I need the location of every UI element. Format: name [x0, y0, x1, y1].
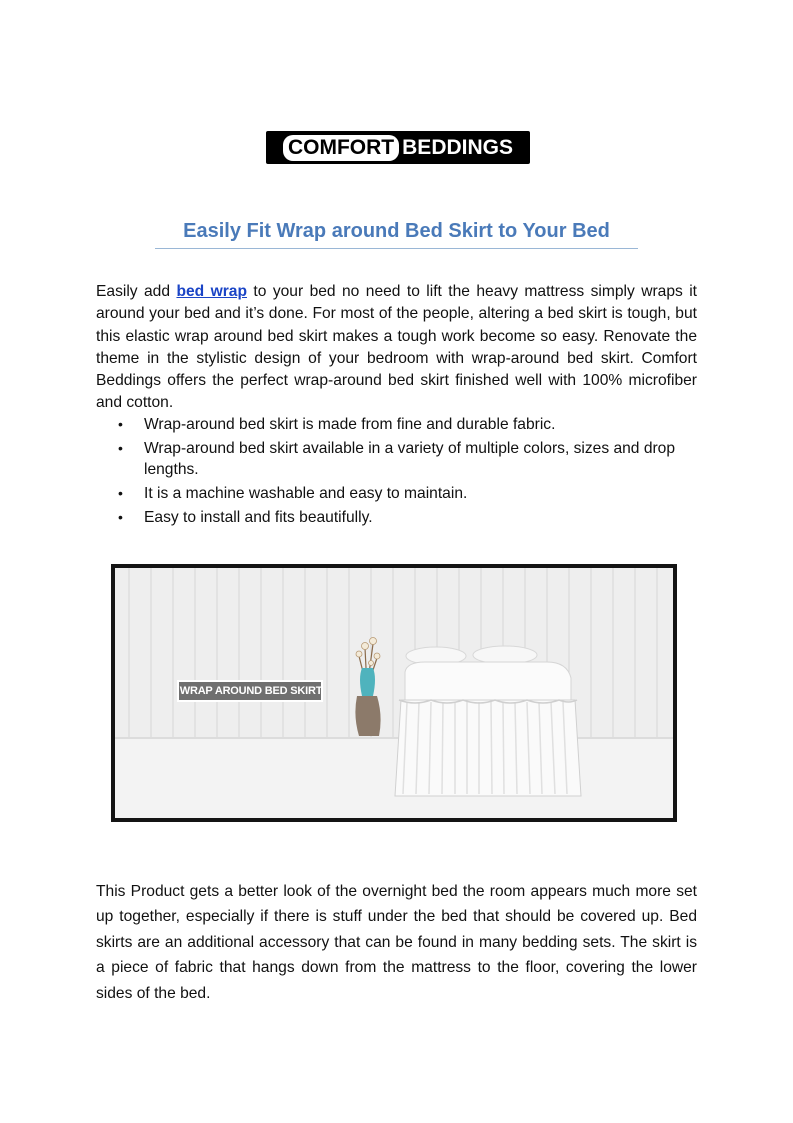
- list-item-text: Wrap-around bed skirt is made from fine and durable fabric.: [144, 416, 556, 433]
- intro-text-start: Easily add: [96, 283, 177, 300]
- bullet-icon: •: [118, 440, 123, 456]
- bullet-icon: •: [118, 416, 123, 432]
- list-item-text: It is a machine washable and easy to maintain.: [144, 485, 468, 502]
- closing-paragraph: This Product gets a better look of the overnight bed the room appears much more set up together, especially if there is stuff under the bed that should be covered up. Bed skirts are an additional accessory that can be found in many bedding sets. The skirt is a piece of fabric that hangs down from the mattress to the floor, covering the lower sides of the bed.: [96, 883, 697, 1002]
- list-item: [96, 483, 697, 504]
- brand-logo: [266, 131, 530, 164]
- page-title: Easily Fit Wrap around Bed Skirt to Your Bed: [155, 214, 638, 249]
- logo-word-comfort: COMFORT: [283, 135, 399, 161]
- bullet-icon: •: [118, 485, 123, 501]
- list-item-text: Easy to install and fits beautifully.: [144, 509, 373, 526]
- product-image: [111, 564, 677, 822]
- intro-paragraph: [96, 281, 697, 415]
- bullet-icon: •: [118, 509, 123, 525]
- feature-list: [96, 414, 697, 531]
- list-item-text: Wrap-around bed skirt available in a variety of multiple colors, sizes and drop lengths.: [144, 440, 676, 478]
- list-item: [96, 414, 697, 435]
- bed-wrap-link[interactable]: bed wrap: [176, 283, 247, 300]
- intro-text-rest: to your bed no need to lift the heavy mattress simply wraps it around your bed and it’s done. For most of the people, altering a bed skirt is tough, but this elastic wrap around bed skirt makes a tough work become so easy. Renovate the theme in the stylistic design of your bedroom with wrap-around bed skirt. Comfort Beddings offers the perfect wrap-around bed skirt finished well with 100% microfiber and cotton.: [96, 283, 698, 412]
- logo-word-beddings: BEDDINGS: [402, 135, 513, 159]
- list-item: [96, 438, 697, 480]
- image-label: WRAP AROUND BED SKIRT: [179, 685, 323, 697]
- list-item: [96, 507, 697, 528]
